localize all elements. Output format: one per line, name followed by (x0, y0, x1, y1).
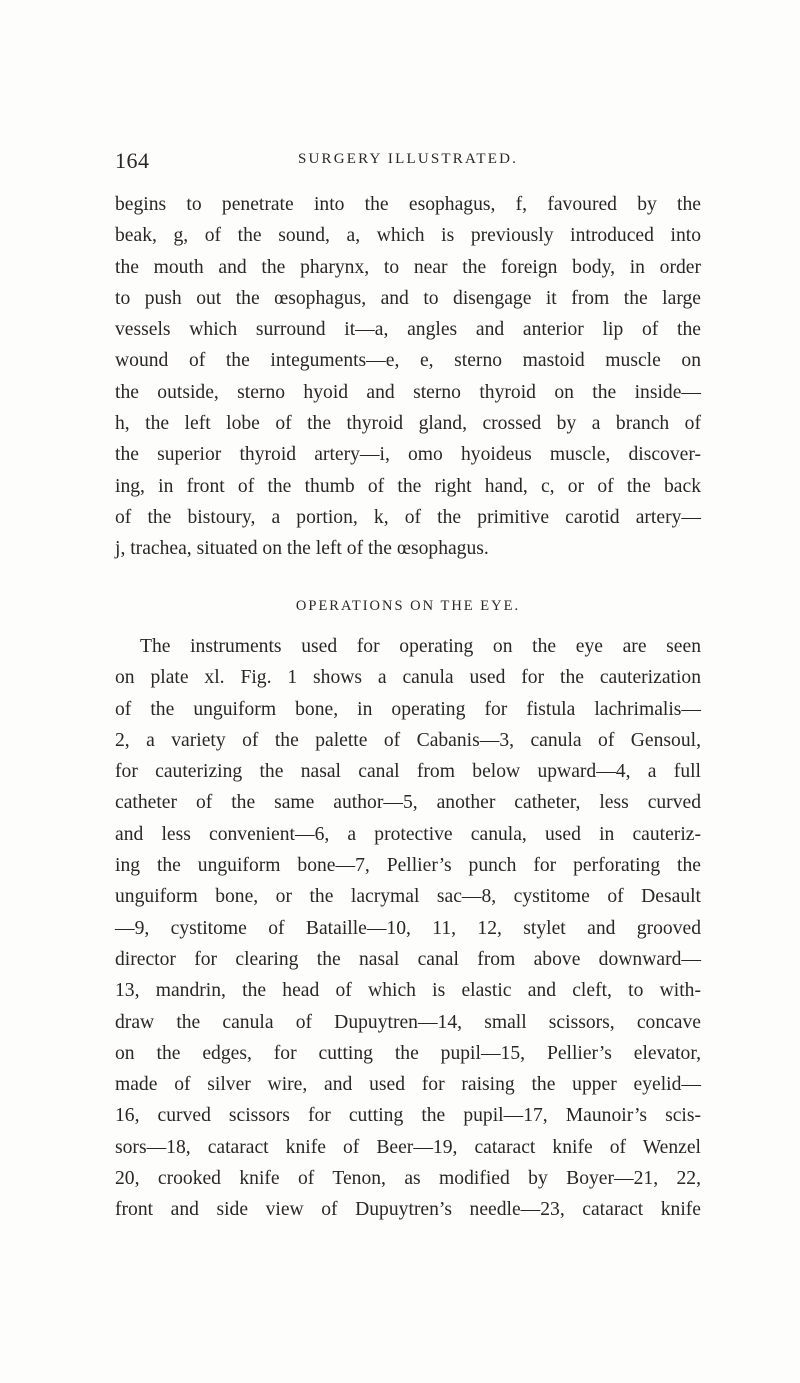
text-line: sors—18, cataract knife of Beer—19, cataract knife of Wenzel (115, 1136, 701, 1158)
text-line: of the bistoury, a portion, k, of the primitive carotid artery— (115, 506, 701, 528)
text-line: beak, g, of the sound, a, which is previously introduced into (115, 225, 701, 247)
text-line: 16, curved scissors for cutting the pupil—17, Maunoir’s scis- (115, 1105, 701, 1127)
text-line: The instruments used for operating on the eye are seen (140, 636, 701, 657)
text-line: on plate xl. Fig. 1 shows a canula used for the cauterization (115, 667, 701, 689)
text-line: to push out the œsophagus, and to disengage it from the large (115, 287, 701, 309)
text-line: director for clearing the nasal canal from above downward— (115, 948, 701, 970)
text-line: h, the left lobe of the thyroid gland, crossed by a branch of (115, 413, 701, 435)
paragraph-eye-instruments (115, 631, 701, 1226)
text-line: on the edges, for cutting the pupil—15, Pellier’s elevator, (115, 1042, 701, 1064)
text-line: j, trachea, situated on the left of the œsophagus. (115, 538, 489, 560)
text-line: 20, crooked knife of Tenon, as modified by Boyer—21, 22, (115, 1168, 701, 1190)
text-line: the mouth and the pharynx, to near the foreign body, in order (115, 256, 701, 278)
text-line: catheter of the same author—5, another catheter, less curved (115, 792, 701, 814)
text-line: of the unguiform bone, in operating for fistula lachrimalis— (115, 698, 701, 720)
text-line: 13, mandrin, the head of which is elastic and cleft, to with- (115, 980, 701, 1002)
text-line: front and side view of Dupuytren’s needle—23, cataract knife (115, 1199, 701, 1221)
text-line: made of silver wire, and used for raising the upper eyelid— (115, 1074, 701, 1096)
page-number: 164 (115, 148, 150, 173)
text-line: —9, cystitome of Bataille—10, 11, 12, stylet and grooved (115, 917, 701, 939)
paragraph-continued (115, 189, 701, 565)
text-line: ing, in front of the thumb of the right hand, c, or of the back (115, 475, 701, 497)
text-line: 2, a variety of the palette of Cabanis—3, canula of Gensoul, (115, 729, 701, 751)
running-head (115, 148, 701, 178)
text-line: for cauterizing the nasal canal from below upward—4, a full (115, 761, 701, 783)
text-line: ing the unguiform bone—7, Pellier’s punch for perforating the (115, 855, 701, 877)
text-line: draw the canula of Dupuytren—14, small scissors, concave (115, 1011, 701, 1033)
text-line: wound of the integuments—e, e, sterno mastoid muscle on (115, 350, 701, 372)
text-line: unguiform bone, or the lacrymal sac—8, cystitome of Desault (115, 886, 701, 908)
text-line: the outside, sterno hyoid and sterno thyroid on the inside— (115, 381, 701, 403)
text-line: vessels which surround it—a, angles and anterior lip of the (115, 319, 701, 341)
text-line: the superior thyroid artery—i, omo hyoideus muscle, discover- (115, 444, 701, 466)
text-line: and less convenient—6, a protective canula, used in cauteriz- (115, 823, 701, 845)
text-line: begins to penetrate into the esophagus, f, favoured by the (115, 194, 701, 215)
running-title: SURGERY ILLUSTRATED. (297, 151, 519, 167)
section-heading: OPERATIONS ON THE EYE. (295, 598, 521, 614)
